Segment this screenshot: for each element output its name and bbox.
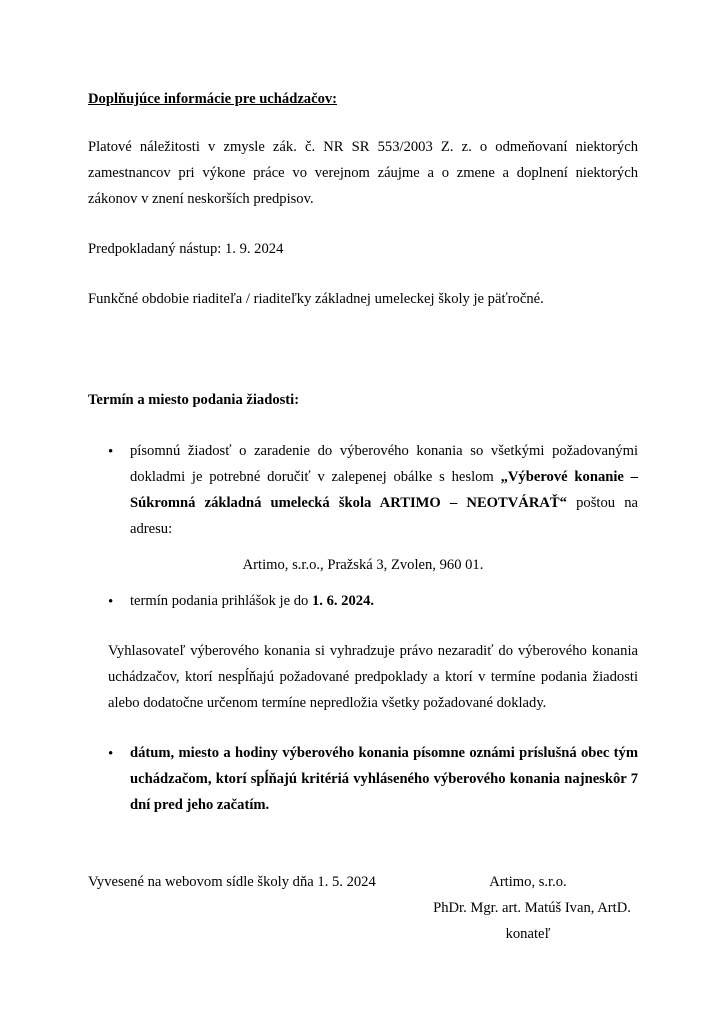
bullet-item-text-end: poštou na adresu: — [130, 495, 638, 537]
address-line: Artimo, s.r.o., Pražská 3, Zvolen, 960 01. — [242, 556, 484, 573]
bullet-item-deadline — [130, 588, 638, 614]
heading-additional-info: Doplňujúce informácie pre uchádzačov: — [88, 91, 338, 107]
start-date-paragraph: Predpokladaný nástup: 1. 9. 2024 — [88, 241, 284, 257]
heading-submission: Termín a miesto podania žiadosti: — [88, 392, 300, 408]
bullet-item-text: termín podania prihlášok je do — [130, 593, 312, 609]
signature-name: PhDr. Mgr. art. Matúš Ivan, ArtD. — [433, 900, 631, 916]
bullet-item-bold: „Výberové konanie – Súkromná základná umelecká škola ARTIMO – NEOTVÁRAŤ“ — [130, 469, 638, 511]
bullet-marker: • — [108, 594, 114, 610]
posted-date: Vyvesené na webovom sídle školy dňa 1. 5. 2024 — [88, 874, 376, 890]
term-paragraph: Funkčné obdobie riaditeľa / riaditeľky základnej umeleckej školy je päťročné. — [88, 291, 544, 307]
bullet-item-bold: 1. 6. 2024. — [311, 593, 375, 609]
bullet-item-application — [130, 438, 638, 542]
signature-company: Artimo, s.r.o. — [489, 874, 567, 890]
salary-paragraph: Platové náležitosti v zmysle zák. č. NR SR 553/2003 Z. z. o odmeňovaní niektorých zamestnancov pri výkone práce vo verejnom záujme a o zmene a doplnení niektorých zákonov v znení neskorších predpisov. — [88, 139, 638, 207]
bullet-marker: • — [108, 746, 114, 762]
bullet-marker: • — [108, 444, 114, 460]
bullet-item-text: písomnú žiadosť o zaradenie do výberového konania so všetkými požadovanými dokladmi je potrebné doručiť v zalepenej obálke s heslom — [130, 443, 638, 485]
reserve-paragraph: Vyhlasovateľ výberového konania si vyhradzuje právo nezaradiť do výberového konania uchádzačov, ktorí nespĺňajú požadované predpoklady a ktorí v termíne podania žiadosti alebo dodatočne určenom termíne nepredložia všetky požadované doklady. — [108, 643, 638, 711]
signature-role: konateľ — [505, 926, 551, 942]
bullet-item-date-notice: dátum, miesto a hodiny výberového konania písomne oznámi príslušná obec tým uchádzačom, ktorí spĺňajú kritériá vyhláseného výberového konania najneskôr 7 dní pred jeho začatím. — [130, 745, 638, 813]
